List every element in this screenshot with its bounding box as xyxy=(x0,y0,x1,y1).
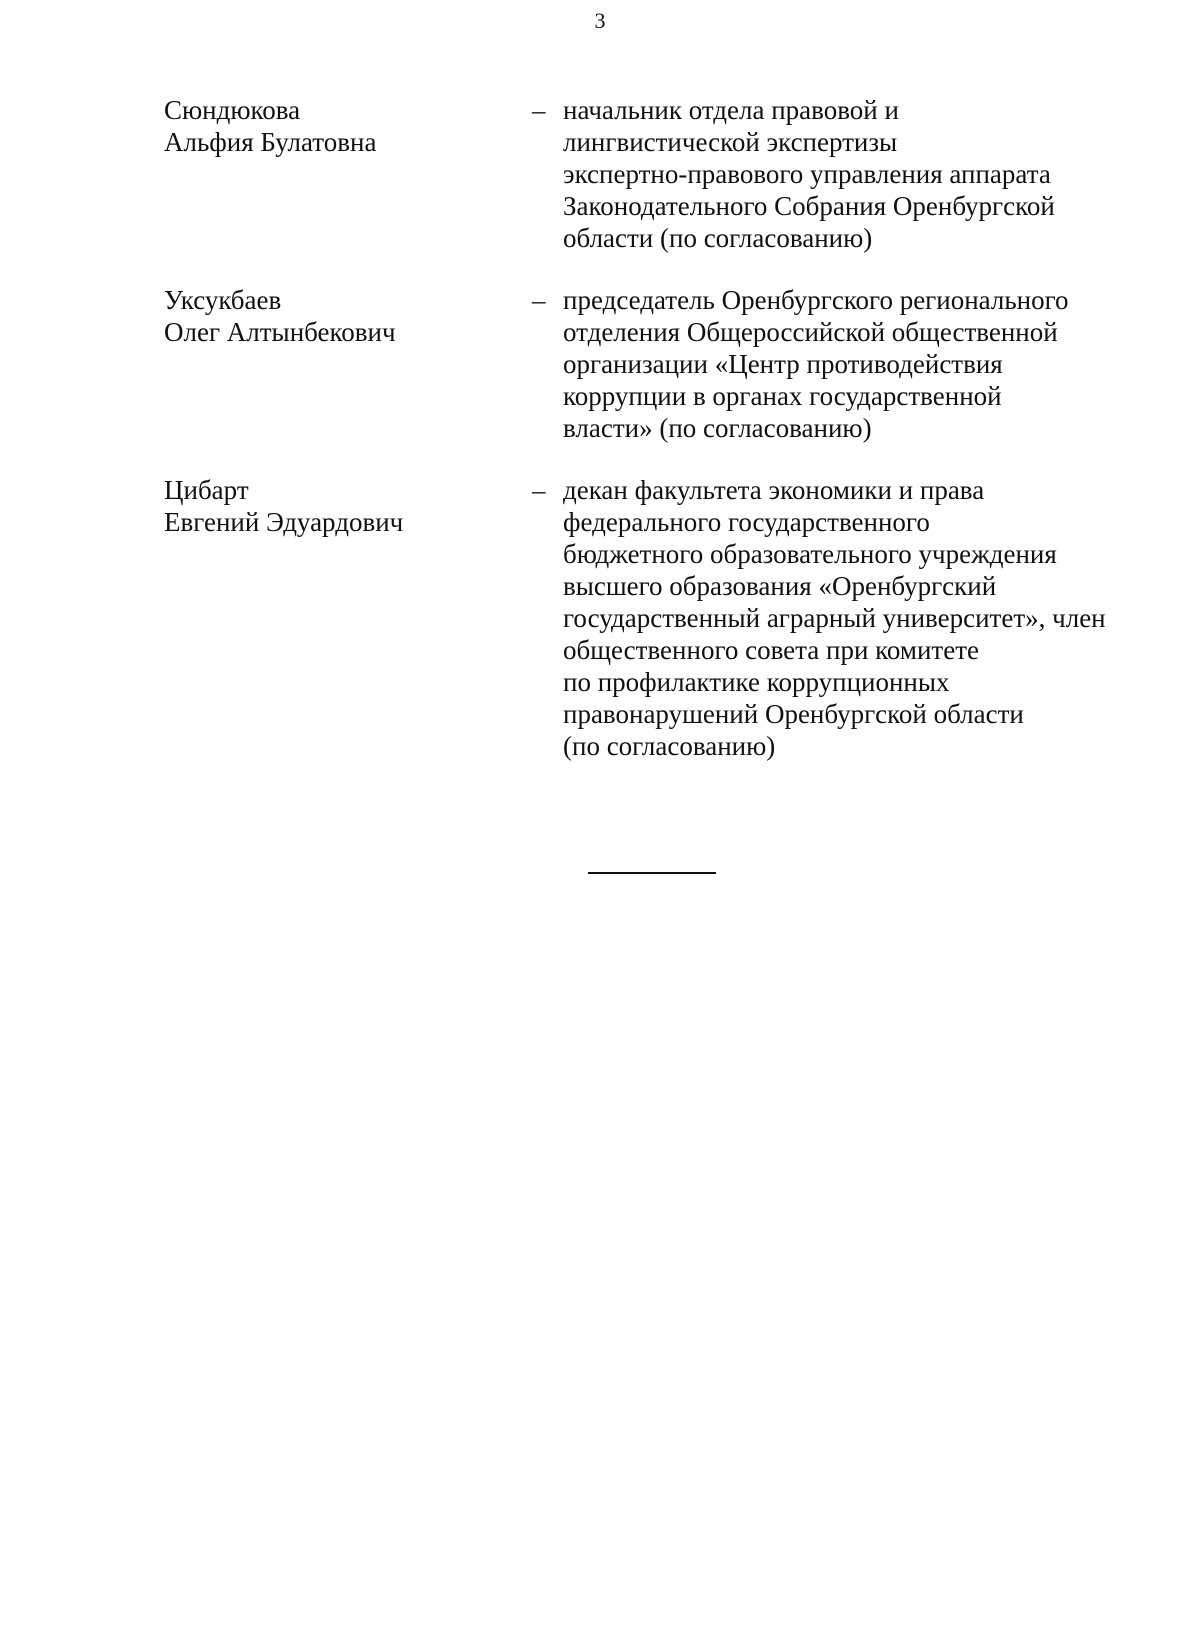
member-description xyxy=(563,94,1173,254)
member-description xyxy=(563,284,1173,444)
end-of-list-rule xyxy=(588,872,716,874)
member-name xyxy=(164,474,504,538)
description-line: государственный аграрный университет», член xyxy=(563,603,1106,633)
member-name xyxy=(164,284,504,348)
member-surname: Сюндюкова xyxy=(164,95,301,125)
description-line: (по согласованию) xyxy=(563,731,776,761)
member-entry xyxy=(0,94,1200,254)
member-surname: Цибарт xyxy=(164,475,249,505)
member-given-names: Альфия Булатовна xyxy=(164,127,377,157)
member-entry xyxy=(0,474,1200,762)
description-line: правонарушений Оренбургской области xyxy=(563,699,1024,729)
description-line: начальник отдела правовой и xyxy=(563,95,899,125)
description-line: области (по согласованию) xyxy=(563,223,873,253)
description-line: бюджетного образовательного учреждения xyxy=(563,539,1057,569)
description-line: отделения Общероссийской общественной xyxy=(563,317,1058,347)
dash-separator: – xyxy=(532,475,546,505)
member-given-names: Олег Алтынбекович xyxy=(164,317,396,347)
member-name xyxy=(164,94,504,158)
description-line: председатель Оренбургского регионального xyxy=(563,285,1069,315)
page-number: 3 xyxy=(594,8,606,33)
description-line: коррупции в органах государственной xyxy=(563,381,1002,411)
description-line: экспертно-правового управления аппарата xyxy=(563,159,1051,189)
description-line: организации «Центр противодействия xyxy=(563,349,1003,379)
description-line: лингвистической экспертизы xyxy=(563,127,898,157)
member-given-names: Евгений Эдуардович xyxy=(164,507,404,537)
description-line: по профилактике коррупционных xyxy=(563,667,950,697)
description-line: декан факультета экономики и права xyxy=(563,475,985,505)
member-entry xyxy=(0,284,1200,444)
dash-separator: – xyxy=(532,285,546,315)
description-line: федерального государственного xyxy=(563,507,930,537)
description-line: Законодательного Собрания Оренбургской xyxy=(563,191,1055,221)
member-description xyxy=(563,474,1173,762)
description-line: общественного совета при комитете xyxy=(563,635,979,665)
member-surname: Уксукбаев xyxy=(164,285,282,315)
dash-separator: – xyxy=(532,95,546,125)
member-list xyxy=(0,94,1200,792)
description-line: власти» (по согласованию) xyxy=(563,413,872,443)
description-line: высшего образования «Оренбургский xyxy=(563,571,997,601)
